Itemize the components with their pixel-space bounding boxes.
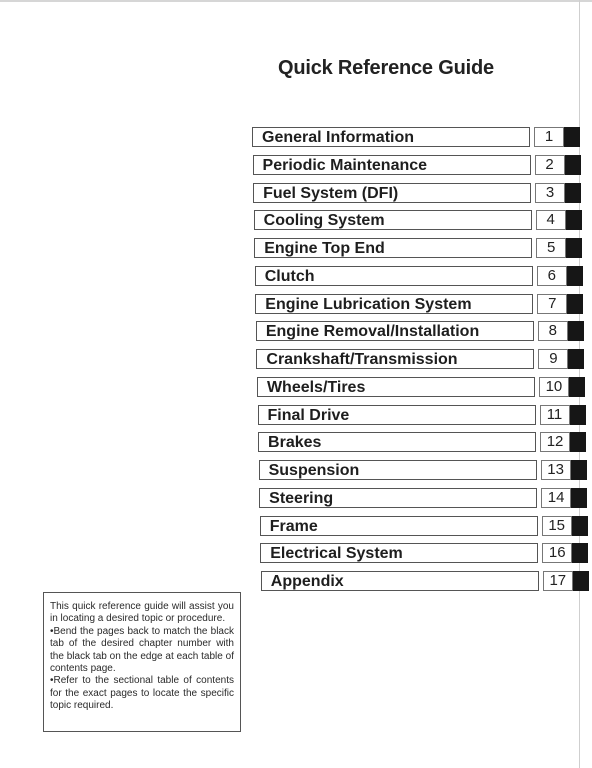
usage-note-box <box>43 592 241 732</box>
chapter-number[interactable]: 2 <box>535 155 565 175</box>
chapter-number[interactable]: 14 <box>541 488 571 508</box>
chapter-edge-tab[interactable] <box>568 321 584 341</box>
chapter-edge-tab[interactable] <box>571 460 587 480</box>
chapter-row[interactable] <box>259 488 587 508</box>
chapter-row[interactable] <box>260 516 588 536</box>
chapter-row[interactable] <box>258 432 586 452</box>
chapter-title: Periodic Maintenance <box>262 156 428 174</box>
chapter-number[interactable]: 6 <box>537 266 567 286</box>
chapter-index <box>252 127 580 599</box>
chapter-edge-tab[interactable] <box>572 516 588 536</box>
chapter-title-box[interactable] <box>256 321 534 341</box>
chapter-edge-tab[interactable] <box>565 155 581 175</box>
chapter-title: Steering <box>269 489 334 507</box>
chapter-title-box[interactable] <box>260 543 538 563</box>
chapter-row[interactable] <box>256 321 584 341</box>
chapter-number[interactable]: 11 <box>540 405 570 425</box>
page-top-edge <box>0 0 592 2</box>
chapter-row[interactable] <box>254 238 582 258</box>
chapter-edge-tab[interactable] <box>569 377 585 397</box>
chapter-title: Suspension <box>268 462 360 479</box>
chapter-title-box[interactable] <box>253 183 531 203</box>
chapter-title: Cooling System <box>263 212 385 230</box>
chapter-number[interactable]: 16 <box>542 543 572 563</box>
chapter-row[interactable] <box>260 543 588 563</box>
chapter-row[interactable] <box>255 294 583 314</box>
chapter-title-box[interactable] <box>254 238 532 258</box>
chapter-row[interactable] <box>256 349 584 369</box>
chapter-number[interactable]: 13 <box>541 460 571 480</box>
chapter-title: Engine Lubrication System <box>265 295 472 313</box>
chapter-title-box[interactable] <box>255 266 533 286</box>
chapter-edge-tab[interactable] <box>567 266 583 286</box>
chapter-title-box[interactable] <box>255 294 533 314</box>
chapter-title: Clutch <box>264 267 315 285</box>
chapter-edge-tab[interactable] <box>566 238 582 258</box>
usage-note-bullet: •Bend the pages back to match the black tab of the desired chapter number with the black tab on the edge at each table of contents page. <box>50 625 234 675</box>
chapter-title: Fuel System (DFI) <box>263 184 399 202</box>
chapter-number[interactable]: 8 <box>538 321 568 341</box>
chapter-edge-tab[interactable] <box>566 210 582 230</box>
chapter-title-box[interactable] <box>258 405 536 425</box>
chapter-row[interactable] <box>261 571 589 591</box>
chapter-edge-tab[interactable] <box>570 432 586 452</box>
chapter-title: Final Drive <box>267 406 350 424</box>
chapter-row[interactable] <box>254 210 582 230</box>
chapter-number[interactable]: 15 <box>542 516 572 536</box>
chapter-number[interactable]: 4 <box>536 210 566 230</box>
chapter-title: Wheels/Tires <box>266 378 366 396</box>
chapter-title: Appendix <box>270 573 344 590</box>
chapter-title: General Information <box>262 129 415 146</box>
chapter-title-box[interactable] <box>256 349 534 369</box>
chapter-number[interactable]: 12 <box>540 432 570 452</box>
chapter-number[interactable]: 1 <box>534 127 564 147</box>
usage-note-bullet: •Refer to the sectional table of contents for the exact pages to locate the specific topic required. <box>50 675 234 712</box>
chapter-number[interactable]: 9 <box>538 349 568 369</box>
page-title: Quick Reference Guide <box>278 57 494 79</box>
chapter-title: Brakes <box>268 434 322 452</box>
chapter-edge-tab[interactable] <box>572 543 588 563</box>
chapter-title-box[interactable] <box>252 127 530 147</box>
chapter-number[interactable]: 3 <box>535 183 565 203</box>
chapter-title: Electrical System <box>270 545 403 563</box>
chapter-edge-tab[interactable] <box>571 488 587 508</box>
chapter-title: Engine Removal/Installation <box>265 323 480 341</box>
usage-note-intro: This quick reference guide will assist you in locating a desired topic or procedure. <box>50 601 234 625</box>
chapter-title-box[interactable] <box>261 571 539 591</box>
chapter-title-box[interactable] <box>259 460 537 480</box>
chapter-number[interactable]: 17 <box>543 571 573 591</box>
chapter-number[interactable]: 5 <box>536 238 566 258</box>
chapter-edge-tab[interactable] <box>567 294 583 314</box>
chapter-edge-tab[interactable] <box>565 183 581 203</box>
chapter-edge-tab[interactable] <box>570 405 586 425</box>
chapter-title-box[interactable] <box>258 432 536 452</box>
chapter-number[interactable]: 10 <box>539 377 569 397</box>
chapter-title-box[interactable] <box>253 155 531 175</box>
chapter-row[interactable] <box>259 460 587 480</box>
chapter-row[interactable] <box>252 127 580 147</box>
chapter-title: Engine Top End <box>264 240 385 257</box>
chapter-edge-tab[interactable] <box>564 127 580 147</box>
chapter-number[interactable]: 7 <box>537 294 567 314</box>
chapter-edge-tab[interactable] <box>573 571 589 591</box>
chapter-title: Frame <box>269 517 318 535</box>
chapter-edge-tab[interactable] <box>568 349 584 369</box>
chapter-title-box[interactable] <box>260 516 538 536</box>
chapter-title-box[interactable] <box>254 210 532 230</box>
chapter-row[interactable] <box>255 266 583 286</box>
chapter-row[interactable] <box>258 405 586 425</box>
chapter-row[interactable] <box>253 155 581 175</box>
chapter-row[interactable] <box>257 377 585 397</box>
chapter-title: Crankshaft/Transmission <box>266 351 458 368</box>
chapter-title-box[interactable] <box>257 377 535 397</box>
chapter-row[interactable] <box>253 183 581 203</box>
chapter-title-box[interactable] <box>259 488 537 508</box>
